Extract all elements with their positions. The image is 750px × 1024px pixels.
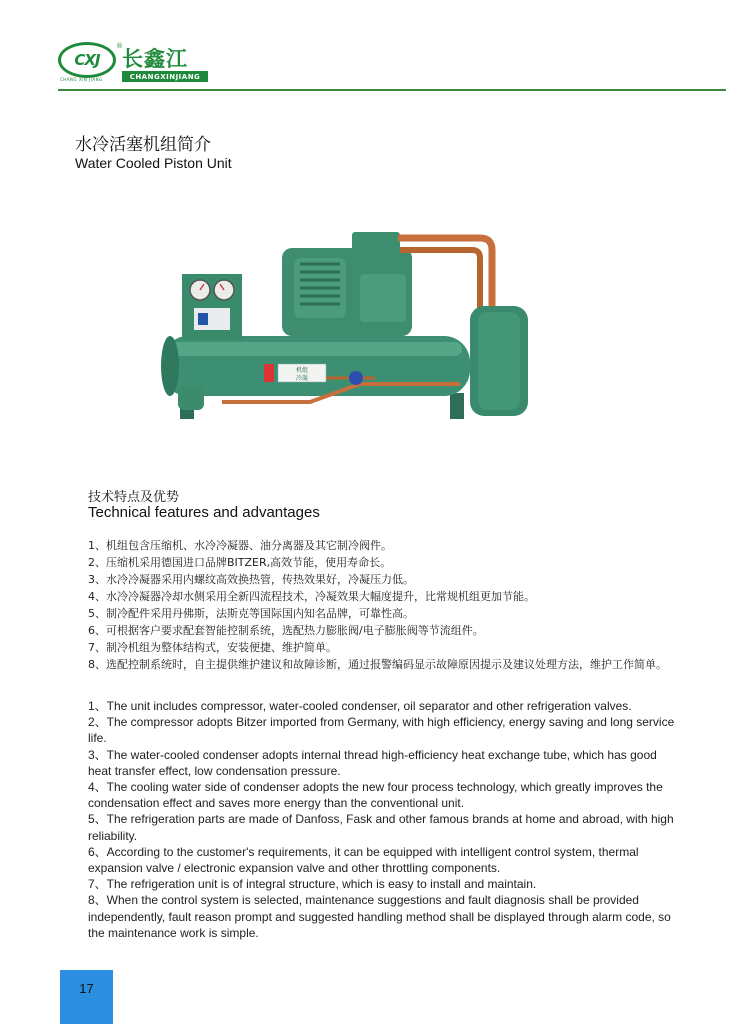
list-item: 4、The cooling water side of condenser adopts the new four process technology, which greatly improves the condensation effect and saves more energy than the conventional unit. [88,780,663,811]
water-cooled-unit-photo [160,218,540,430]
list-item: 8、选配控制系统时，自主提供维护建议和故障诊断，通过报警编码显示故障原因提示及建议处理方法，维护工作简单。 [88,658,667,671]
base-leg-right [450,393,464,419]
list-item: 3、水冷冷凝器采用内螺纹高效换热管，传热效果好，冷凝压力低。 [88,573,414,586]
page-title-en: Water Cooled Piston Unit [75,155,232,171]
logo-mark-subtitle: CHANG XIN JIANG [60,77,103,82]
page-number-badge [60,970,113,1024]
list-item: 6、可根据客户要求配套智能控制系统，选配热力膨胀阀/电子膨胀阀等节流组件。 [88,624,484,637]
page-header [0,0,750,95]
filter-drier [178,386,204,410]
registered-mark: ® [116,42,123,50]
features-list-cn [88,537,678,673]
header-divider [58,89,726,91]
features-heading-cn: 技术特点及优势 [88,490,180,505]
logo-mark: CXJ [58,42,116,78]
list-item: 8、When the control system is selected, maintenance suggestions and fault diagnosis shall be provided independently, fault reason prompt and suggested handling method shall be displayed through alarm code, so the maintenance work is simple. [88,893,671,940]
page-title-cn: 水冷活塞机组简介 [75,135,211,155]
nameplate-text-1: 机组 [295,367,309,374]
list-item: 7、制冷机组为整体结构式，安装便捷、维护简单。 [88,641,337,654]
expansion-valve [349,371,363,385]
page-number: 17 [79,981,94,996]
nameplate-text-2: 冷凝 [295,375,309,382]
list-item: 2、压缩机采用德国进口品牌BITZER,高效节能，使用寿命长。 [88,556,392,569]
company-logo [58,42,208,86]
list-item: 1、The unit includes compressor, water-cooled condenser, oil separator and other refrigeration valves. [88,699,632,713]
list-item: 5、The refrigeration parts are made of Danfoss, Fask and other famous brands at home and abroad, with high reliability. [88,812,674,843]
list-item: 7、The refrigeration unit is of integral structure, which is easy to install and maintain. [88,877,537,892]
list-item: 3、The water-cooled condenser adopts internal thread high-efficiency heat exchange tube, which has good heat transfer effect, low condensation pressure. [88,747,657,778]
list-item: 6、According to the customer's requirements, it can be equipped with intelligent control system, thermal expansion valve / electronic expansion valve and other throttling components. [88,844,639,876]
list-item: 1、机组包含压缩机、水冷冷凝器、油分离器及其它制冷阀件。 [88,539,392,552]
list-item: 2、The compressor adopts Bitzer imported from Germany, with high efficiency, energy saving and long service life. [88,715,675,746]
logo-name-cn: 长鑫江 [122,46,188,71]
gauge-panel [182,274,242,340]
logo-name-en: CHANGXINJIANG [122,71,208,82]
features-list-en [88,698,680,941]
features-heading-en: Technical features and advantages [88,504,320,521]
list-item: 5、制冷配件采用丹佛斯，法斯克等国际国内知名品牌，可靠性高。 [88,607,414,620]
list-item: 4、水冷冷凝器冷却水侧采用全新四流程技术，冷凝效果大幅度提升，比常规机组更加节能。 [88,590,535,603]
